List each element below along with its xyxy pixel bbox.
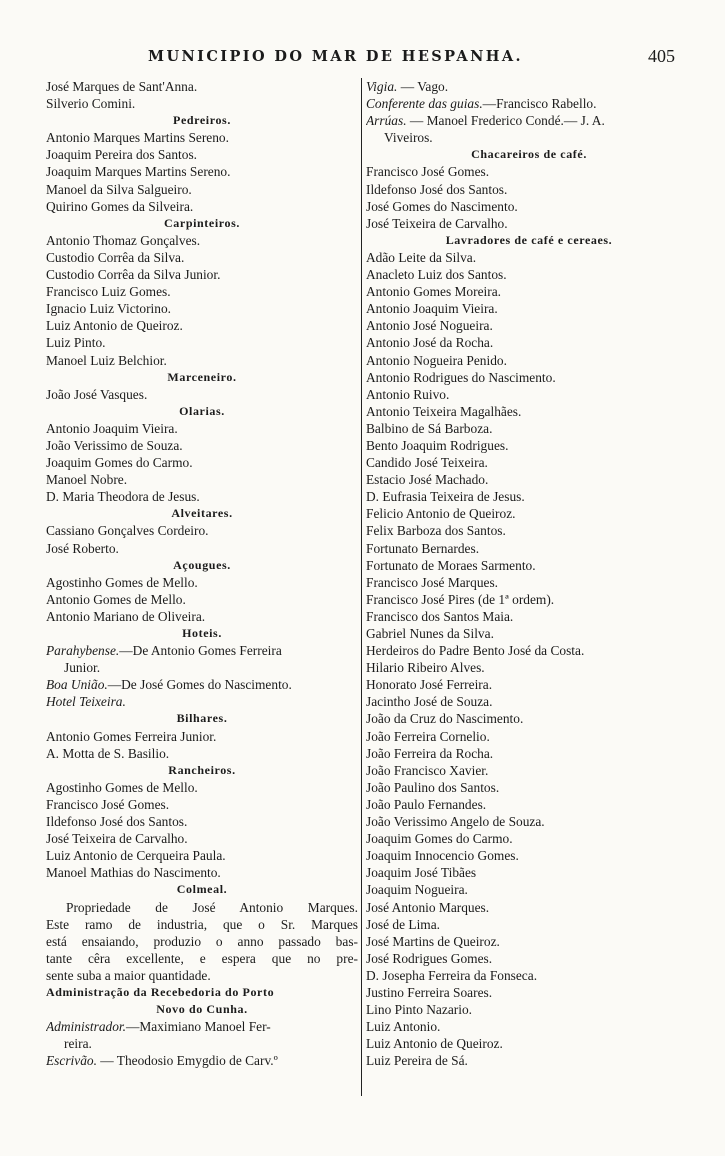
directory-entry: Lino Pinto Nazario. (366, 1002, 472, 1018)
directory-entry: Quirino Gomes da Silveira. (46, 198, 194, 214)
directory-entry: Anacleto Luiz dos Santos. (366, 267, 507, 283)
directory-entry: Gabriel Nunes da Silva. (366, 626, 494, 641)
directory-entry: Silverio Comini. (46, 96, 136, 112)
directory-entry: Estacio José Machado. (366, 472, 489, 488)
directory-entry: reira. (64, 1036, 92, 1052)
directory-entry: Justino Ferreira Soares. (366, 984, 493, 1000)
page-title: MUNICIPIO DO MAR DE HESPANHA. (148, 48, 523, 65)
directory-entry: Luiz Pinto. (46, 335, 106, 351)
directory-entry: João Verissimo Angelo de Souza. (366, 814, 545, 830)
directory-entry: Joaquim Gomes do Carmo. (366, 831, 513, 847)
directory-entry (366, 112, 692, 129)
directory-entry: João José Vasques. (46, 386, 148, 402)
directory-entry: Ignacio Luiz Victorino. (46, 301, 172, 317)
directory-entry: Joaquim Pereira dos Santos. (46, 147, 197, 163)
entry-text: —De Antonio Gomes Ferreira (119, 643, 282, 659)
directory-entry: Joaquim Gomes do Carmo. (46, 455, 193, 471)
directory-entry (46, 1018, 358, 1035)
column-divider (361, 78, 362, 1096)
entry-text: —De José Gomes do Nascimento. (107, 677, 292, 693)
directory-entry (46, 676, 358, 693)
section-heading: Lavradores de café e cereaes. (445, 232, 613, 247)
directory-entry: está ensaiando, produzio o anno passado bas- (46, 933, 358, 949)
directory-entry: José Roberto. (46, 540, 119, 556)
directory-entry: Jacintho José de Souza. (366, 694, 493, 710)
entry-label: Administrador. (46, 1019, 126, 1035)
directory-entry: D. Josepha Ferreira da Fonseca. (366, 967, 538, 983)
directory-entry: Custodio Corrêa da Silva Junior. (46, 267, 221, 283)
directory-entry: Antonio Nogueira Penido. (366, 352, 507, 368)
directory-entry: Joaquim Nogueira. (366, 882, 468, 898)
directory-entry: Luiz Antonio de Cerqueira Paula. (46, 848, 226, 864)
directory-entry: Junior. (64, 660, 101, 676)
directory-entry (366, 78, 692, 95)
directory-entry: Fortunato de Moraes Sarmento. (366, 557, 536, 573)
directory-entry: José Teixeira de Carvalho. (46, 831, 188, 847)
section-heading: Administração da Recebedoria do Porto (46, 984, 275, 999)
directory-entry: Ildefonso José dos Santos. (46, 814, 188, 830)
entry-label: Boa União. (46, 677, 108, 693)
directory-entry: Antonio Marques Martins Sereno. (46, 130, 229, 146)
directory-entry: Adão Leite da Silva. (366, 249, 477, 265)
directory-entry: Antonio Gomes Ferreira Junior. (46, 728, 217, 744)
directory-entry: João Paulino dos Santos. (366, 779, 500, 795)
directory-entry: João Ferreira Cornelio. (366, 728, 490, 744)
directory-entry: Agostinho Gomes de Mello. (46, 574, 198, 590)
directory-entry: João da Cruz do Nascimento. (366, 711, 524, 727)
entry-label: Vigia. (366, 79, 398, 94)
section-heading: Colmeal. (176, 882, 228, 897)
directory-entry: José Antonio Marques. (366, 899, 490, 915)
section-heading: Olarias. (179, 403, 225, 418)
directory-entry: João Francisco Xavier. (366, 762, 489, 778)
directory-entry: Fortunato Bernardes. (366, 540, 480, 556)
entry-text: —Maximiano Manoel Fer- (125, 1019, 271, 1035)
directory-entry: Cassiano Gonçalves Cordeiro. (46, 523, 209, 539)
directory-entry: João Paulo Fernandes. (366, 796, 487, 812)
directory-entry: Antonio José da Rocha. (366, 335, 494, 351)
directory-entry: Bento Joaquim Rodrigues. (366, 437, 509, 453)
directory-entry: José Rodrigues Gomes. (366, 950, 493, 966)
directory-entry: Ildefonso José dos Santos. (366, 181, 508, 197)
directory-entry: Manoel Mathias do Nascimento. (46, 865, 221, 881)
directory-entry: Joaquim Marques Martins Sereno. (46, 164, 231, 180)
page-header (0, 48, 725, 74)
directory-entry: Luiz Pereira de Sá. (366, 1053, 468, 1069)
directory-entry: tante cêra excellente, e espera que no pre- (46, 950, 358, 966)
section-heading: Hoteis. (182, 626, 222, 640)
directory-entry: Francisco dos Santos Maia. (366, 608, 514, 624)
entry-text: —Francisco Rabello. (482, 96, 597, 112)
directory-entry: Luiz Antonio de Queiroz. (366, 1036, 503, 1052)
section-heading: Açougues. (173, 557, 231, 572)
directory-entry: José Gomes do Nascimento. (366, 198, 518, 214)
directory-entry: Viveiros. (384, 130, 433, 146)
directory-entry: Luiz Antonio de Queiroz. (46, 318, 183, 334)
directory-entry: José Teixeira de Carvalho. (366, 215, 508, 231)
directory-entry: Francisco José Pires (de 1ª ordem). (366, 591, 555, 607)
directory-entry: Francisco José Marques. (366, 574, 499, 590)
directory-entry: Custodio Corrêa da Silva. (46, 249, 185, 265)
directory-entry: Antonio Gomes Moreira. (366, 284, 501, 300)
directory-entry: Joaquim Innocencio Gomes. (366, 848, 519, 864)
section-heading: Rancheiros. (168, 762, 236, 777)
directory-entry: Hotel Teixeira. (46, 694, 126, 710)
directory-entry: D. Maria Theodora de Jesus. (46, 489, 200, 505)
section-heading: Pedreiros. (173, 113, 231, 128)
section-heading: Bilhares. (176, 711, 228, 726)
section-heading: Novo do Cunha. (156, 1002, 248, 1017)
directory-entry: Agostinho Gomes de Mello. (46, 779, 198, 795)
directory-entry: Manoel da Silva Salgueiro. (46, 181, 192, 197)
directory-entry: Antonio Joaquim Vieira. (366, 301, 498, 317)
directory-entry: Antonio José Nogueira. (366, 318, 493, 334)
directory-entry: Balbino de Sá Barboza. (366, 420, 493, 436)
directory-entry: Francisco Luiz Gomes. (46, 284, 171, 300)
directory-entry: João Ferreira da Rocha. (366, 745, 494, 761)
directory-entry: José Marques de Sant'Anna. (46, 79, 198, 94)
section-heading: Alveitares. (171, 506, 233, 521)
directory-entry: Luiz Antonio. (366, 1019, 441, 1035)
directory-entry: Hilario Ribeiro Alves. (366, 660, 485, 676)
directory-entry: Manoel Nobre. (46, 472, 128, 488)
section-heading: Chacareiros de café. (471, 147, 587, 162)
page-number: 405 (648, 46, 675, 66)
directory-entry: Antonio Gomes de Mello. (46, 591, 186, 607)
left-column (46, 78, 358, 1069)
directory-entry: Herdeiros do Padre Bento José da Costa. (366, 643, 585, 659)
entry-label: Escrivão. (46, 1053, 97, 1069)
directory-entry: José Martins de Queiroz. (366, 933, 500, 949)
directory-entry: Manoel Luiz Belchior. (46, 352, 167, 368)
directory-entry: Felix Barboza dos Santos. (366, 523, 506, 539)
directory-entry: Joaquim José Tibães (366, 865, 477, 881)
directory-entry: Candido José Teixeira. (366, 455, 488, 471)
directory-entry: A. Motta de S. Basilio. (46, 745, 170, 761)
right-column (366, 78, 692, 1069)
directory-entry: sente suba a maior quantidade. (46, 967, 211, 983)
directory-entry (366, 95, 692, 112)
section-heading: Carpinteiros. (164, 215, 240, 230)
entry-label: Arrúas. (366, 113, 407, 129)
directory-entry: Antonio Thomaz Gonçalves. (46, 232, 201, 248)
directory-entry: João Verissimo de Souza. (46, 437, 183, 453)
directory-entry: Antonio Teixeira Magalhães. (366, 403, 522, 419)
directory-entry: Antonio Joaquim Vieira. (46, 420, 178, 436)
entry-text: — Manoel Frederico Condé.— J. A. (406, 113, 605, 129)
entry-text: — Theodosio Emygdio de Carv.º (96, 1053, 278, 1069)
directory-entry: Francisco José Gomes. (46, 796, 170, 812)
directory-entry: José de Lima. (366, 916, 441, 932)
directory-entry: Antonio Ruivo. (366, 386, 450, 402)
directory-entry (46, 1052, 358, 1069)
directory-entry (46, 642, 358, 659)
directory-entry: Este ramo de industria, que o Sr. Marques (46, 916, 358, 932)
directory-entry: D. Eufrasia Teixeira de Jesus. (366, 489, 525, 505)
directory-entry: Propriedade de José Antonio Marques. (66, 899, 358, 915)
directory-entry: Honorato José Ferreira. (366, 677, 493, 693)
directory-entry: Felicio Antonio de Queiroz. (366, 506, 516, 522)
directory-entry: Antonio Rodrigues do Nascimento. (366, 369, 556, 385)
directory-entry: Antonio Mariano de Oliveira. (46, 608, 206, 624)
directory-entry: Francisco José Gomes. (366, 164, 490, 180)
entry-label: Conferente das guias. (366, 96, 483, 112)
entry-label: Parahybense. (46, 643, 120, 659)
entry-text: — Vago. (397, 79, 449, 94)
section-heading: Marceneiro. (167, 369, 237, 384)
